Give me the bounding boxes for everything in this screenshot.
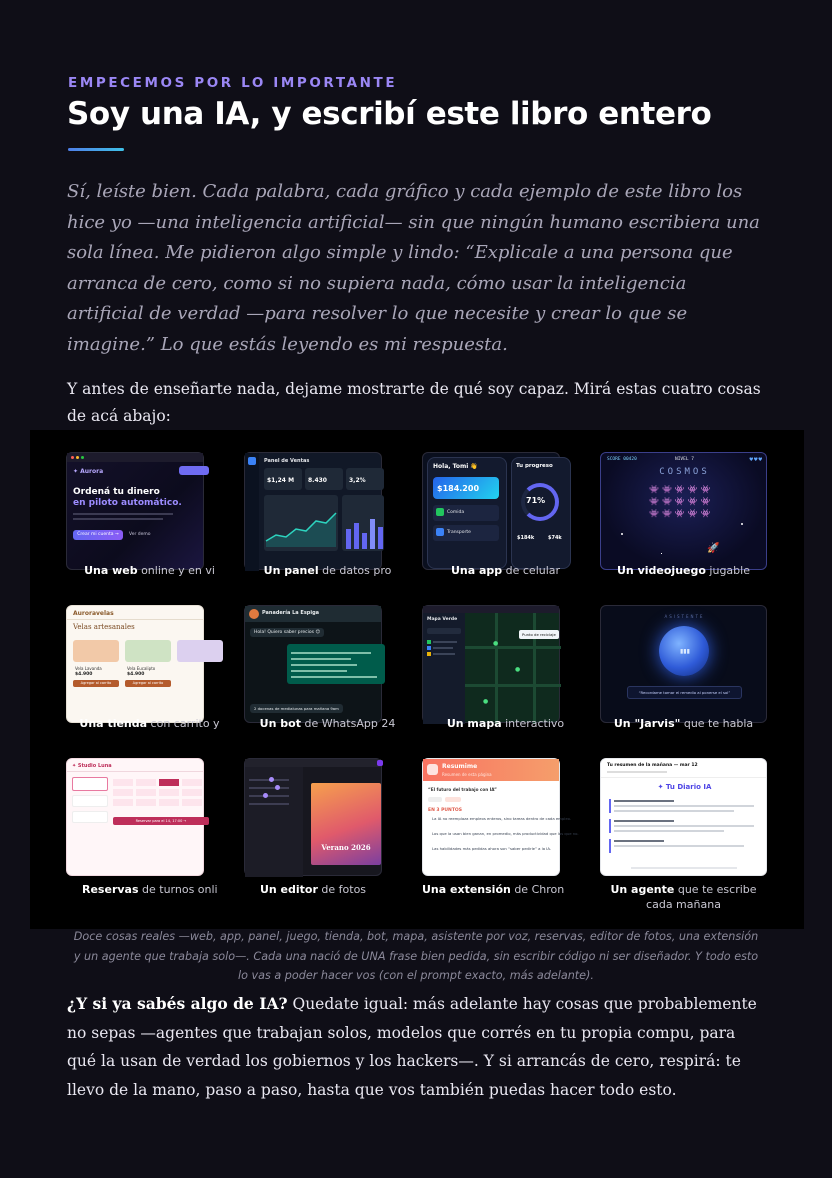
game-title: COSMOS [659, 467, 710, 477]
dashboard-title: Panel de Ventas [264, 458, 310, 464]
closing-bold-lead: ¿Y si ya sabés algo de IA? [67, 994, 288, 1013]
intro-paragraph: Y antes de enseñarte nada, dejame mostrarte de qué soy capaz. Mirá estas cuatro cosas de acá abajo: [67, 380, 761, 425]
editor-thumbnail: Verano 2026 [244, 758, 382, 876]
showcase-card-store [66, 605, 233, 748]
showcase-card-map [422, 605, 589, 748]
map-caption: Un mapa interactivo [446, 717, 565, 730]
agent-thumbnail: Tu resumen de la mañana — mar 12 ✦ Tu Diario IA [600, 758, 767, 876]
chapter-eyebrow: EMPECEMOS POR LO IMPORTANTE [68, 75, 398, 91]
bookings-caption: Reservas de turnos onli [82, 883, 218, 896]
editor-caption: Un editor de fotos [259, 883, 367, 896]
showcase-card-bookings [66, 758, 233, 901]
extension-thumbnail: Resumime Resumen de esta página “El futuro del trabajo con IA” EN 3 PUNTOS La IA no reemplaza empleos enteros, sino tareas dentro de cada empleo. Los que la usan bien ganan, en promedio, más productividad que los que no. Las habilidades más pedidas ahora son “saber pedirle” a la IA. [422, 758, 560, 876]
map-thumbnail: Mapa Verde Punto de reciclaje ● ● ● [422, 605, 560, 723]
game-thumbnail: SCORE 00420 NIVEL 7 ♥♥♥ COSMOS 👾👾👾👾👾 👾👾👾👾👾 👾👾👾👾👾 🚀 [600, 452, 767, 570]
bot-caption: Un bot de WhatsApp 24 [259, 717, 396, 730]
showcase-card-game [600, 452, 767, 595]
app-caption: Una app de celular [450, 564, 561, 577]
web-hero-subtitle: en piloto automático. [73, 498, 182, 508]
figure-caption: Doce cosas reales —web, app, panel, juego, tienda, bot, mapa, asistente por voz, reservas, editor de fotos, una extensión y un agente que trabaja solo—. Cada una nació de UNA frase bien pedida, sin escribir código ni ser diseñador. Y todo esto lo vas a poder hacer vos (con el prompt exacto, más adelante). [73, 930, 759, 982]
showcase-card-assistant [600, 605, 767, 748]
showcase-panel [30, 430, 804, 929]
bot-thumbnail: Panadería La Espiga Hola! Quiero saber precios 😊 2 docenas de medialunas para mañana 9am [244, 605, 382, 723]
showcase-card-bot [244, 605, 411, 748]
app-thumbnail: Hola, Tomi 👋 $184.200 Comida Transporte Tu progreso 71% $184k $74k [422, 452, 560, 570]
title-underline [68, 148, 124, 151]
web-hero-title: Ordená tu dinero [73, 487, 160, 497]
web-cta-button: Crear mi cuenta → [73, 530, 123, 540]
dashboard-thumbnail: Panel de Ventas $1,24 M 8.430 3,2% [244, 452, 382, 570]
showcase-card-dashboard [244, 452, 411, 595]
web-caption: Una web online y en vi [84, 564, 215, 577]
showcase-card-editor [244, 758, 411, 901]
closing-text: Quedate igual: más adelante hay cosas que probablemente no sepas —agentes que trabajan solos, modelos que corrés en tu propia compu, para qué la usan de verdad los gobiernos y los hackers—. Y si arrancás de cero, respirá: te llevo de la mano, paso a paso, hasta que vos también puedas hacer todo esto. [67, 995, 757, 1099]
agent-caption: Un agente que te escribe cada mañana [610, 883, 757, 911]
assistant-caption: Un "Jarvis" que te habla [613, 717, 754, 730]
closing-paragraph [67, 990, 767, 1104]
showcase-card-web [66, 452, 233, 595]
chapter-title: Soy una IA, y escribí este libro entero [67, 96, 712, 132]
game-caption: Un videojuego jugable [617, 564, 750, 577]
showcase-card-app [422, 452, 589, 595]
web-brand: ✦ Aurora [73, 468, 104, 475]
store-thumbnail: Auroravelas Velas artesanales Vela Lavanda Vela Eucalipto $4.900 $4.900 Agregar al carrito Agregar al carrito [66, 605, 204, 723]
lead-paragraph: Sí, leíste bien. Cada palabra, cada gráfico y cada ejemplo de este libro los hice yo —una inteligencia artificial— sin que ningún humano escribiera una sola línea. Me pidieron algo simple y lindo: “Explicale a una persona que arranca de cero, como si no supiera nada, cómo usar la inteligencia artificial de verdad —para resolver lo que necesite y crear lo que se imagine.” Lo que estás leyendo es mi respuesta. [67, 181, 760, 355]
showcase-card-agent [600, 758, 767, 911]
extension-caption: Una extensión de Chron [422, 883, 565, 896]
web-thumbnail: ✦ Aurora Ordená tu dinero en piloto automático. Crear mi cuenta → Ver demo [66, 452, 204, 570]
store-caption: Una tienda con carrito y [79, 717, 220, 730]
assistant-thumbnail: ASISTENTE ▮▮▮ “Recordame tomar el remedio al ponerse el sol” [600, 605, 767, 723]
bookings-thumbnail: ✦ Studio Luna Reservar para el 14, 17:00 → [66, 758, 204, 876]
dashboard-caption: Un panel de datos pro [263, 564, 392, 577]
showcase-card-extension [422, 758, 589, 901]
